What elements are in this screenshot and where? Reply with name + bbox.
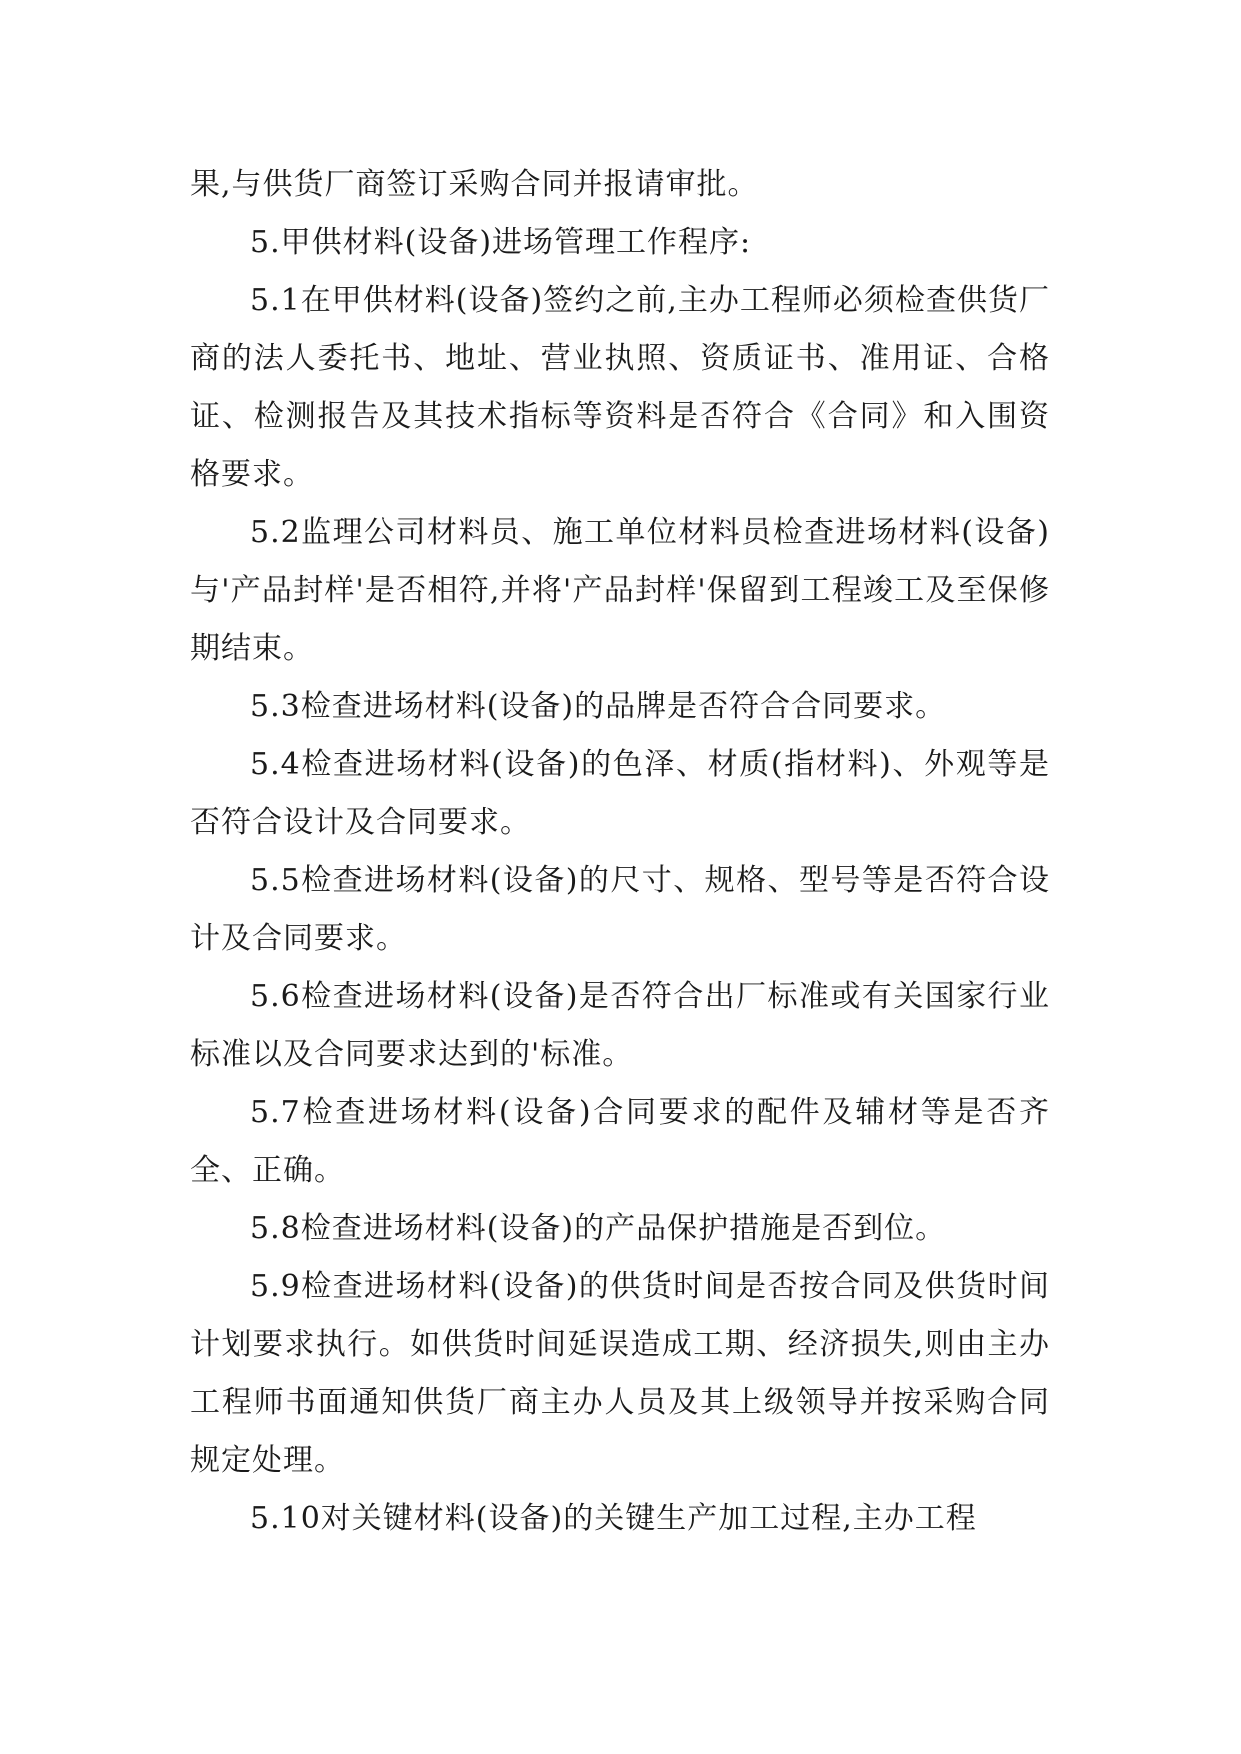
paragraph-5-8: 5.8检查进场材料(设备)的产品保护措施是否到位。 xyxy=(250,1211,947,1246)
paragraph-5-heading: 5.甲供材料(设备)进场管理工作程序: xyxy=(250,225,752,260)
paragraph-5-10: 5.10对关键材料(设备)的关键生产加工过程,主办工程 xyxy=(250,1501,977,1536)
paragraph-5-7: 5.7检查进场材料(设备)合同要求的配件及辅材等是否齐全、正确。 xyxy=(190,1095,1050,1188)
paragraph-5-5: 5.5检查进场材料(设备)的尺寸、规格、型号等是否符合设计及合同要求。 xyxy=(190,863,1050,956)
paragraph-5-6: 5.6检查进场材料(设备)是否符合出厂标准或有关国家行业标准以及合同要求达到的'标准。 xyxy=(190,979,1050,1072)
paragraph-5-3: 5.3检查进场材料(设备)的品牌是否符合合同要求。 xyxy=(250,689,947,724)
paragraph-continuation: 果,与供货厂商签订采购合同并报请审批。 xyxy=(190,167,759,202)
paragraph-5-9: 5.9检查进场材料(设备)的供货时间是否按合同及供货时间计划要求执行。如供货时间延误造成工期、经济损失,则由主办工程师书面通知供货厂商主办人员及其上级领导并按采购合同规定处理。 xyxy=(190,1269,1050,1478)
body-text xyxy=(190,156,1050,1548)
paragraph-5-1: 5.1在甲供材料(设备)签约之前,主办工程师必须检查供货厂商的法人委托书、地址、营业执照、资质证书、准用证、合格证、检测报告及其技术指标等资料是否符合《合同》和入围资格要求。 xyxy=(190,283,1050,492)
paragraph-5-4: 5.4检查进场材料(设备)的色泽、材质(指材料)、外观等是否符合设计及合同要求。 xyxy=(190,747,1050,840)
paragraph-5-2: 5.2监理公司材料员、施工单位材料员检查进场材料(设备)与'产品封样'是否相符,并将'产品封样'保留到工程竣工及至保修期结束。 xyxy=(190,515,1050,666)
